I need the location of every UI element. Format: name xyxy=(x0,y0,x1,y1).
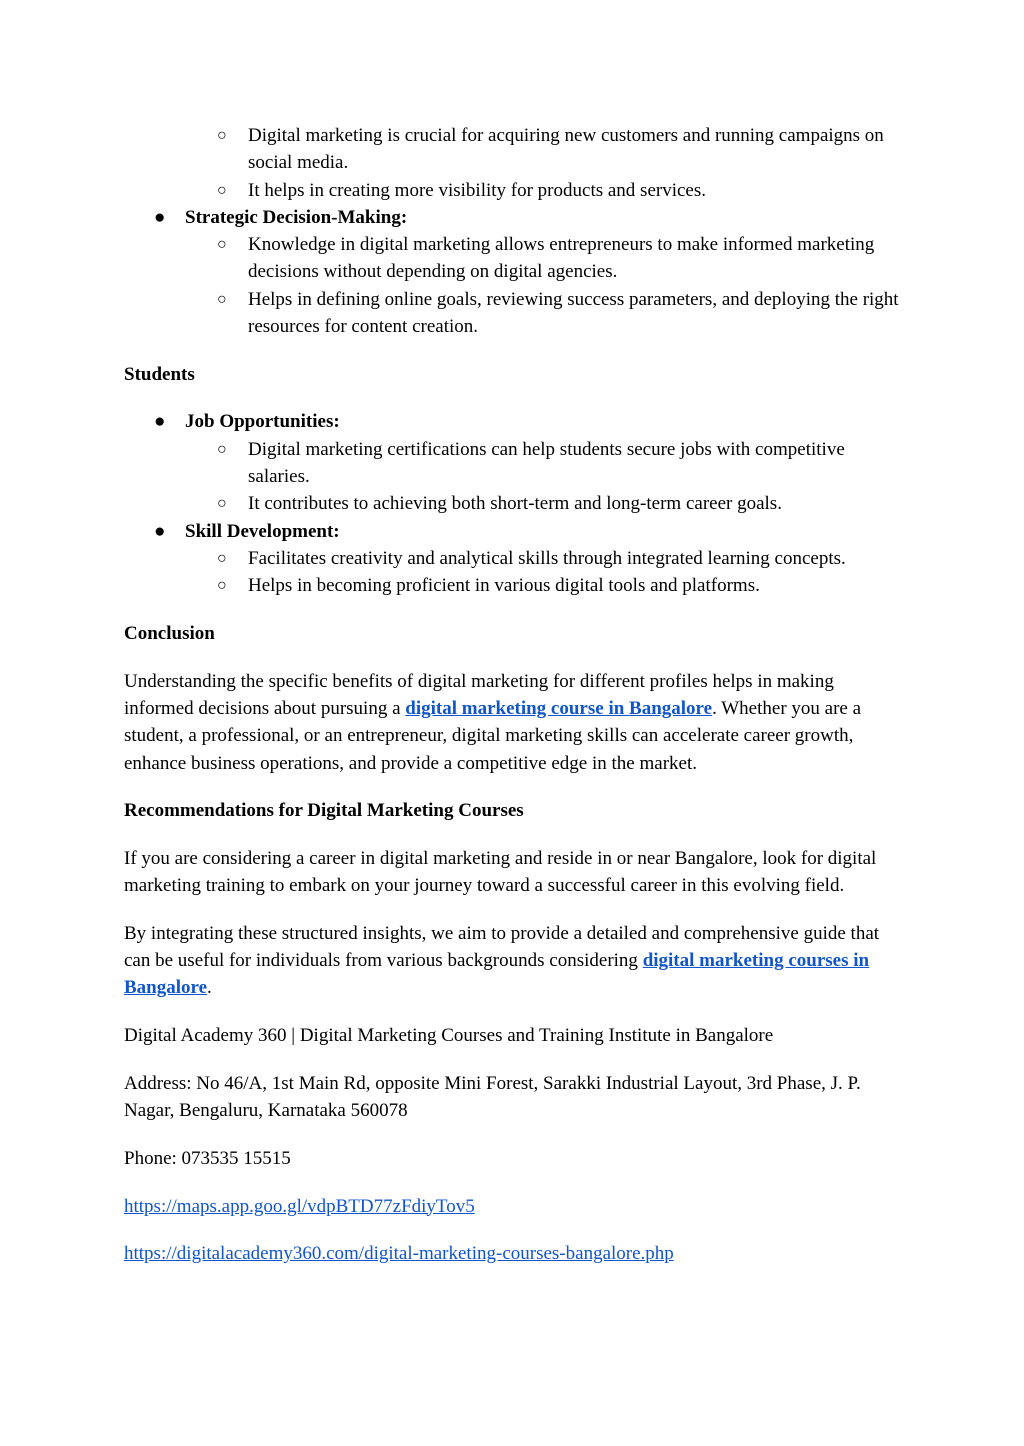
website-link[interactable]: https://digitalacademy360.com/digital-marketing-courses-bangalore.php xyxy=(124,1243,674,1265)
list-item-text: It contributes to achieving both short-term and long-term career goals. xyxy=(248,493,782,515)
courses-link[interactable]: digital marketing courses in Bangalore xyxy=(124,950,870,999)
circle-bullet-icon: ○ xyxy=(217,549,227,567)
circle-bullet-icon: ○ xyxy=(217,495,227,513)
circle-bullet-icon: ○ xyxy=(217,290,227,308)
list-item xyxy=(124,231,900,286)
list-item xyxy=(124,286,900,341)
list-item xyxy=(124,177,900,204)
insights-paragraph xyxy=(124,920,900,1002)
bullet-icon: ● xyxy=(154,520,166,542)
phone-text: Phone: 073535 15515 xyxy=(124,1147,291,1169)
list-item-title: Job Opportunities: xyxy=(185,411,340,433)
students-heading: Students xyxy=(124,363,195,385)
list-item-title: Strategic Decision-Making: xyxy=(185,206,408,228)
list-item-text: Digital marketing is crucial for acquiring new customers and running campaigns on social media. xyxy=(248,125,884,174)
paragraph-text: . xyxy=(207,977,212,999)
entrepreneur-benefits-list xyxy=(124,122,900,340)
paragraph-text: By integrating these structured insights, we aim to provide a detailed and comprehensive guide that can be useful for individuals from various backgrounds considering xyxy=(124,922,880,972)
list-item-skill xyxy=(124,518,900,545)
list-item-text: It helps in creating more visibility for products and services. xyxy=(248,179,706,201)
list-item-text: Helps in becoming proficient in various digital tools and platforms. xyxy=(248,575,760,597)
list-item xyxy=(124,572,900,599)
list-item-title: Skill Development: xyxy=(185,520,340,542)
website-link-line xyxy=(124,1240,900,1267)
address-text: Address: No 46/A, 1st Main Rd, opposite Mini Forest, Sarakki Industrial Layout, 3rd Phase, J. P. Nagar, Bengaluru, Karnataka 560078 xyxy=(124,1072,861,1122)
conclusion-heading: Conclusion xyxy=(124,622,215,644)
list-item xyxy=(124,545,900,572)
maps-link[interactable]: https://maps.app.goo.gl/vdpBTD77zFdiyTov5 xyxy=(124,1195,475,1217)
list-item xyxy=(124,122,900,177)
course-link[interactable]: digital marketing course in Bangalore xyxy=(405,697,713,719)
list-item-text: Facilitates creativity and analytical skills through integrated learning concepts. xyxy=(248,547,846,569)
bullet-icon: ● xyxy=(154,411,166,433)
list-item xyxy=(124,490,900,517)
paragraph-text: Understanding the specific benefits of digital marketing for different profiles helps in making informed decisions about pursuing a xyxy=(124,670,834,719)
list-item-text: Helps in defining online goals, reviewing success parameters, and deploying the right resources for content creation. xyxy=(248,288,899,338)
students-benefits-list xyxy=(124,408,900,599)
circle-bullet-icon: ○ xyxy=(217,181,227,199)
document-content xyxy=(124,122,900,1267)
circle-bullet-icon: ○ xyxy=(217,236,227,254)
list-item-job xyxy=(124,408,900,435)
institute-name: Digital Academy 360 | Digital Marketing Courses and Training Institute in Bangalore xyxy=(124,1025,774,1047)
conclusion-paragraph xyxy=(124,668,900,777)
recommendations-heading: Recommendations for Digital Marketing Courses xyxy=(124,800,524,822)
recommendations-paragraph: If you are considering a career in digital marketing and reside in or near Bangalore, look for digital marketing training to embark on your journey toward a successful career in this evolving field. xyxy=(124,847,877,897)
circle-bullet-icon: ○ xyxy=(217,127,227,144)
list-item-text: Knowledge in digital marketing allows entrepreneurs to make informed marketing decisions without depending on digital agencies. xyxy=(248,234,875,283)
list-item xyxy=(124,436,900,491)
maps-link-line xyxy=(124,1193,900,1220)
list-item-strategic xyxy=(124,204,900,231)
paragraph-text: . Whether you are a student, a professional, or an entrepreneur, digital marketing skills can accelerate career growth, enhance business operations, and provide a competitive edge in the market. xyxy=(124,697,862,774)
circle-bullet-icon: ○ xyxy=(217,577,227,595)
bullet-icon: ● xyxy=(154,206,166,228)
list-item-text: Digital marketing certifications can help students secure jobs with competitive salaries. xyxy=(248,438,845,488)
circle-bullet-icon: ○ xyxy=(217,440,227,458)
